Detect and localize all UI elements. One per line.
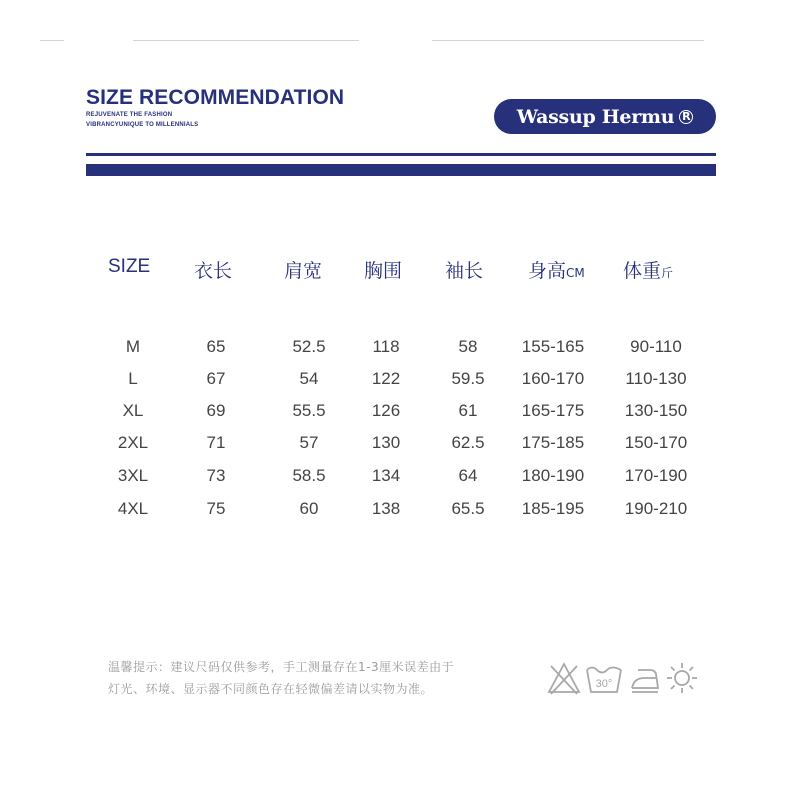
table-cell: 58.5 [292,466,326,485]
table-cell: 175-185 [521,433,585,452]
table-cell: 190-210 [624,499,688,518]
table-cell: 65 [206,337,226,356]
table-cell: 165-175 [521,401,585,420]
table-cell: 59.5 [451,369,485,388]
table-cell: 62.5 [451,433,485,452]
sun-dry-icon [664,660,700,696]
table-cell: 122 [371,369,401,388]
wash-temperature: 30° [595,678,613,690]
table-cell: 2XL [117,433,149,452]
table-cell: 75 [206,499,226,518]
table-cell: 52.5 [292,337,326,356]
table-cell: 160-170 [521,369,585,388]
table-cell: 110-130 [625,369,687,388]
table-cell: 71 [206,433,226,452]
top-rule [432,40,704,41]
column-header-shoulder [284,256,322,283]
table-cell: 185-195 [521,499,585,518]
column-header-unit: 斤 [661,266,674,280]
table-cell: 4XL [117,499,149,518]
table-cell: XL [122,401,144,420]
table-cell: 55.5 [292,401,326,420]
table-cell: 90-110 [630,337,682,356]
table-cell: 130-150 [624,401,688,420]
column-header-length [194,256,232,283]
table-cell: 57 [299,433,319,452]
table-cell: 130 [371,433,401,452]
disclaimer-line-2: 灯光、环境、显示器不同颜色存在轻微偏差请以实物为准。 [108,682,434,696]
table-cell: 150-170 [624,433,688,452]
table-cell: 73 [206,466,226,485]
table-cell: 180-190 [521,466,585,485]
table-cell: 58 [458,337,478,356]
column-header-label: 身高 [528,260,567,282]
table-cell: 126 [371,401,401,420]
table-cell: 60 [299,499,319,518]
table-cell: M [125,337,141,356]
column-header-label: 胸围 [364,260,403,282]
table-cell: 64 [458,466,478,485]
brand-name: Wassup Hermu [516,105,675,128]
iron-icon [628,660,662,696]
column-header-label: 体重 [623,260,662,282]
table-cell: 118 [372,337,400,356]
table-cell: 134 [371,466,401,485]
table-cell: 3XL [117,466,149,485]
column-header-label: 肩宽 [284,260,323,282]
tagline-1: REJUVENATE THE FASHION [86,112,173,118]
column-header-height [528,256,585,283]
registered-mark-icon: R [679,110,693,124]
table-cell: 155-165 [521,337,585,356]
table-cell: 170-190 [624,466,688,485]
column-header-chest [364,256,402,283]
top-rule [40,40,64,41]
wash-30-icon [584,660,624,696]
table-cell: 138 [371,499,401,518]
brand-logo [494,99,716,134]
table-cell: 69 [206,401,226,420]
column-header-label: 衣长 [194,260,233,282]
header-divider-thick [86,164,716,176]
tagline-2: VIBRANCYUNIQUE TO MILLENNIALS [86,122,199,128]
column-header-label: 袖长 [445,260,484,282]
page-title: SIZE RECOMMENDATION [86,86,345,109]
column-header-unit: CM [566,266,585,280]
column-header-sleeve [445,256,483,283]
table-cell: 54 [299,369,319,388]
table-cell: 61 [458,401,478,420]
disclaimer-line-1: 温馨提示：建议尺码仅供参考，手工测量存在1-3厘米误差由于 [108,660,455,674]
no-bleach-icon [546,660,582,696]
top-rule [133,40,359,41]
table-cell: 67 [206,369,226,388]
table-cell: L [128,369,138,388]
header-divider-thin [86,153,716,156]
column-header-label: SIZE [108,256,151,277]
column-header-weight [623,256,673,283]
table-cell: 65.5 [451,499,485,518]
column-header-size [108,256,150,278]
